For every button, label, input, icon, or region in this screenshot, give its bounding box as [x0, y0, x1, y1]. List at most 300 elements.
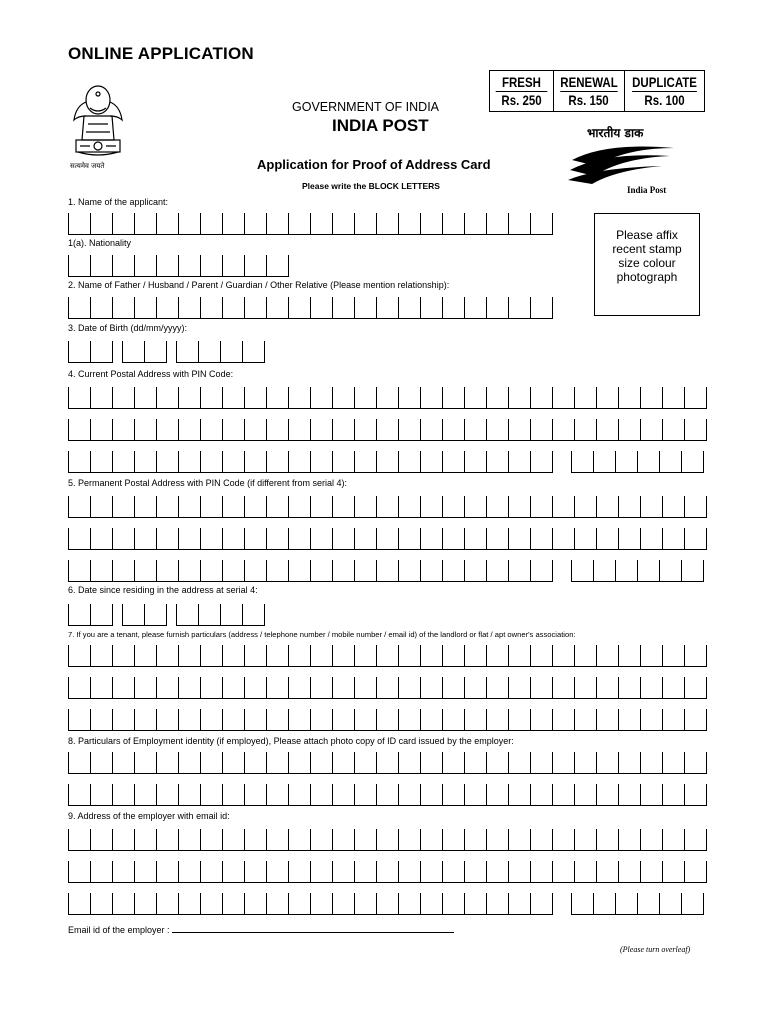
char-box-baseline	[68, 440, 707, 441]
char-box-divider	[156, 560, 157, 582]
char-box-divider	[166, 341, 167, 363]
char-box-divider	[112, 255, 113, 277]
fee-label: RENEWAL	[560, 73, 618, 90]
char-box-divider	[464, 213, 465, 235]
char-box-divider	[640, 829, 641, 851]
char-box-divider	[398, 829, 399, 851]
char-box-divider	[178, 677, 179, 699]
char-box-divider	[571, 893, 572, 915]
employer-address-line-3-part-1[interactable]	[68, 893, 552, 915]
char-box-divider	[310, 213, 311, 235]
char-box-divider	[354, 528, 355, 550]
char-box-divider	[684, 829, 685, 851]
char-box-divider	[662, 496, 663, 518]
char-box-divider	[156, 645, 157, 667]
char-box-divider	[442, 709, 443, 731]
char-box-divider	[376, 677, 377, 699]
char-box-divider	[288, 861, 289, 883]
fee-label: FRESH	[496, 74, 548, 92]
char-box-divider	[222, 709, 223, 731]
label-employer-address: 9. Address of the employer with email id:	[68, 811, 230, 821]
char-box-divider	[244, 752, 245, 774]
char-box-divider	[442, 893, 443, 915]
char-box-divider	[156, 451, 157, 473]
char-box-divider	[420, 451, 421, 473]
char-box-divider	[68, 752, 69, 774]
char-box-divider	[310, 297, 311, 319]
char-box-divider	[156, 387, 157, 409]
char-box-divider	[464, 496, 465, 518]
char-box-divider	[376, 829, 377, 851]
char-box-divider	[486, 861, 487, 883]
char-box-divider	[266, 752, 267, 774]
current-address-line-3-part-2[interactable]	[571, 451, 703, 473]
char-box-divider	[288, 213, 289, 235]
char-box-divider	[90, 419, 91, 441]
residing-since-boxes-part-2[interactable]	[122, 604, 166, 626]
char-box-divider	[596, 419, 597, 441]
char-box-divider	[222, 419, 223, 441]
char-box-divider	[706, 784, 707, 806]
char-box-divider	[288, 255, 289, 277]
char-box-divider	[332, 645, 333, 667]
char-box-divider	[266, 893, 267, 915]
char-box-divider	[178, 528, 179, 550]
char-box-divider	[706, 677, 707, 699]
char-box-divider	[332, 829, 333, 851]
char-box-divider	[508, 861, 509, 883]
char-box-divider	[178, 496, 179, 518]
char-box-divider	[703, 451, 704, 473]
char-box-divider	[112, 451, 113, 473]
applicant-name-boxes[interactable]	[68, 213, 552, 235]
char-box-divider	[200, 752, 201, 774]
char-box-divider	[596, 752, 597, 774]
employer-address-line-1[interactable]	[68, 829, 706, 851]
char-box-divider	[134, 451, 135, 473]
char-box-divider	[530, 297, 531, 319]
char-box-divider	[530, 677, 531, 699]
char-box-divider	[90, 255, 91, 277]
char-box-divider	[684, 419, 685, 441]
char-box-divider	[376, 560, 377, 582]
tenant-particulars-line-3[interactable]	[68, 709, 706, 731]
char-box-divider	[222, 387, 223, 409]
char-box-divider	[508, 451, 509, 473]
tenant-particulars-line-2[interactable]	[68, 677, 706, 699]
char-box-baseline	[68, 472, 553, 473]
char-box-divider	[178, 387, 179, 409]
char-box-divider	[640, 645, 641, 667]
char-box-divider	[310, 419, 311, 441]
char-box-divider	[508, 528, 509, 550]
char-box-divider	[684, 861, 685, 883]
char-box-divider	[442, 387, 443, 409]
char-box-baseline	[68, 882, 707, 883]
char-box-divider	[68, 645, 69, 667]
char-box-divider	[530, 709, 531, 731]
char-box-divider	[144, 341, 145, 363]
current-address-line-2[interactable]	[68, 419, 706, 441]
nationality-boxes[interactable]	[68, 255, 288, 277]
char-box-divider	[420, 861, 421, 883]
char-box-divider	[552, 451, 553, 473]
char-box-divider	[530, 387, 531, 409]
char-box-divider	[222, 297, 223, 319]
char-box-divider	[464, 893, 465, 915]
employment-identity-line-1[interactable]	[68, 752, 706, 774]
char-box-divider	[288, 451, 289, 473]
tenant-particulars-line-1[interactable]	[68, 645, 706, 667]
char-box-divider	[508, 709, 509, 731]
char-box-divider	[90, 861, 91, 883]
char-box-divider	[486, 784, 487, 806]
char-box-divider	[354, 829, 355, 851]
char-box-divider	[508, 645, 509, 667]
char-box-divider	[398, 496, 399, 518]
char-box-divider	[90, 829, 91, 851]
char-box-divider	[420, 213, 421, 235]
char-box-divider	[354, 387, 355, 409]
char-box-divider	[684, 784, 685, 806]
char-box-divider	[662, 419, 663, 441]
char-box-divider	[593, 560, 594, 582]
char-box-divider	[68, 677, 69, 699]
char-box-divider	[222, 451, 223, 473]
char-box-divider	[310, 677, 311, 699]
char-box-divider	[618, 861, 619, 883]
char-box-baseline	[68, 234, 553, 235]
char-box-divider	[354, 677, 355, 699]
char-box-divider	[200, 829, 201, 851]
char-box-divider	[593, 893, 594, 915]
char-box-divider	[398, 677, 399, 699]
char-box-divider	[134, 560, 135, 582]
char-box-divider	[200, 213, 201, 235]
char-box-divider	[112, 560, 113, 582]
char-box-divider	[156, 255, 157, 277]
char-box-divider	[200, 387, 201, 409]
char-box-divider	[134, 829, 135, 851]
char-box-divider	[376, 893, 377, 915]
char-box-divider	[662, 528, 663, 550]
char-box-divider	[508, 213, 509, 235]
char-box-divider	[288, 709, 289, 731]
char-box-divider	[376, 709, 377, 731]
char-box-divider	[112, 784, 113, 806]
char-box-divider	[266, 255, 267, 277]
char-box-divider	[134, 528, 135, 550]
char-box-divider	[552, 297, 553, 319]
char-box-divider	[244, 496, 245, 518]
char-box-divider	[618, 387, 619, 409]
char-box-divider	[552, 829, 553, 851]
char-box-divider	[112, 496, 113, 518]
char-box-divider	[90, 341, 91, 363]
char-box-divider	[574, 752, 575, 774]
employer-email-label: Email id of the employer :	[68, 925, 170, 935]
char-box-divider	[398, 645, 399, 667]
char-box-divider	[420, 784, 421, 806]
char-box-divider	[354, 784, 355, 806]
char-box-divider	[618, 784, 619, 806]
char-box-divider	[266, 677, 267, 699]
char-box-divider	[640, 752, 641, 774]
label-relative-name: 2. Name of Father / Husband / Parent / Guardian / Other Relative (Please mention relationship):	[68, 280, 450, 290]
char-box-divider	[134, 213, 135, 235]
fee-duplicate	[625, 71, 704, 111]
current-address-line-3-part-1[interactable]	[68, 451, 552, 473]
char-box-divider	[68, 255, 69, 277]
char-box-divider	[684, 496, 685, 518]
char-box-divider	[156, 829, 157, 851]
residing-since-boxes-part-3[interactable]	[176, 604, 264, 626]
label-permanent-address: 5. Permanent Postal Address with PIN Code (if different from serial 4):	[68, 478, 347, 488]
char-box-divider	[288, 496, 289, 518]
char-box-divider	[354, 893, 355, 915]
char-box-divider	[222, 255, 223, 277]
dob-boxes-part-1[interactable]	[68, 341, 112, 363]
char-box-divider	[530, 752, 531, 774]
char-box-divider	[420, 297, 421, 319]
employer-email-row	[68, 924, 454, 935]
char-box-divider	[552, 496, 553, 518]
photo-box[interactable]	[594, 213, 700, 316]
dob-boxes-part-3[interactable]	[176, 341, 264, 363]
char-box-divider	[571, 451, 572, 473]
char-box-divider	[486, 213, 487, 235]
char-box-divider	[178, 784, 179, 806]
char-box-divider	[574, 387, 575, 409]
char-box-divider	[244, 677, 245, 699]
char-box-divider	[134, 387, 135, 409]
char-box-divider	[90, 213, 91, 235]
char-box-divider	[354, 861, 355, 883]
char-box-divider	[640, 528, 641, 550]
char-box-divider	[178, 709, 179, 731]
char-box-divider	[530, 528, 531, 550]
char-box-divider	[354, 419, 355, 441]
char-box-divider	[442, 677, 443, 699]
char-box-divider	[552, 560, 553, 582]
char-box-divider	[200, 560, 201, 582]
char-box-divider	[134, 677, 135, 699]
residing-since-boxes-part-1[interactable]	[68, 604, 112, 626]
char-box-divider	[68, 893, 69, 915]
char-box-divider	[68, 709, 69, 731]
char-box-baseline	[68, 318, 553, 319]
char-box-divider	[332, 213, 333, 235]
char-box-divider	[156, 213, 157, 235]
char-box-baseline	[176, 625, 265, 626]
char-box-divider	[659, 451, 660, 473]
char-box-divider	[244, 387, 245, 409]
char-box-divider	[662, 829, 663, 851]
char-box-divider	[222, 784, 223, 806]
char-box-divider	[288, 528, 289, 550]
char-box-divider	[508, 893, 509, 915]
char-box-baseline	[68, 914, 553, 915]
char-box-divider	[420, 893, 421, 915]
char-box-divider	[288, 829, 289, 851]
char-box-divider	[376, 213, 377, 235]
char-box-divider	[486, 752, 487, 774]
employment-identity-line-2[interactable]	[68, 784, 706, 806]
char-box-divider	[156, 528, 157, 550]
char-box-divider	[332, 677, 333, 699]
turn-overleaf-note: (Please turn overleaf)	[620, 945, 691, 954]
char-box-divider	[310, 560, 311, 582]
char-box-divider	[112, 604, 113, 626]
employer-address-line-2[interactable]	[68, 861, 706, 883]
application-title: Application for Proof of Address Card	[257, 157, 491, 172]
char-box-divider	[288, 297, 289, 319]
char-box-divider	[486, 893, 487, 915]
char-box-divider	[288, 387, 289, 409]
char-box-divider	[574, 528, 575, 550]
block-letters-instruction: Please write the BLOCK LETTERS	[302, 181, 440, 191]
char-box-divider	[593, 451, 594, 473]
char-box-divider	[112, 752, 113, 774]
char-box-divider	[684, 387, 685, 409]
char-box-divider	[90, 496, 91, 518]
char-box-divider	[574, 784, 575, 806]
char-box-divider	[266, 451, 267, 473]
char-box-divider	[266, 645, 267, 667]
char-box-divider	[486, 677, 487, 699]
char-box-divider	[706, 387, 707, 409]
char-box-divider	[354, 297, 355, 319]
char-box-divider	[122, 341, 123, 363]
char-box-baseline	[68, 362, 113, 363]
char-box-divider	[398, 709, 399, 731]
char-box-divider	[354, 560, 355, 582]
dob-boxes-part-2[interactable]	[122, 341, 166, 363]
char-box-divider	[354, 752, 355, 774]
char-box-divider	[464, 829, 465, 851]
char-box-divider	[508, 677, 509, 699]
char-box-divider	[68, 528, 69, 550]
permanent-address-line-2[interactable]	[68, 528, 706, 550]
char-box-divider	[662, 645, 663, 667]
char-box-divider	[310, 861, 311, 883]
char-box-divider	[596, 677, 597, 699]
char-box-divider	[530, 451, 531, 473]
char-box-divider	[90, 387, 91, 409]
char-box-divider	[398, 451, 399, 473]
char-box-divider	[552, 387, 553, 409]
char-box-divider	[596, 784, 597, 806]
char-box-divider	[332, 784, 333, 806]
char-box-divider	[640, 387, 641, 409]
char-box-divider	[376, 451, 377, 473]
char-box-baseline	[122, 362, 167, 363]
label-nationality: 1(a). Nationality	[68, 238, 132, 248]
india-post-english: India Post	[627, 185, 667, 195]
char-box-divider	[90, 784, 91, 806]
char-box-divider	[552, 893, 553, 915]
permanent-address-line-1[interactable]	[68, 496, 706, 518]
char-box-divider	[420, 677, 421, 699]
char-box-divider	[640, 677, 641, 699]
char-box-divider	[552, 677, 553, 699]
char-box-divider	[442, 861, 443, 883]
char-box-divider	[464, 784, 465, 806]
char-box-divider	[112, 419, 113, 441]
char-box-divider	[530, 829, 531, 851]
char-box-divider	[618, 677, 619, 699]
char-box-divider	[266, 709, 267, 731]
current-address-line-1[interactable]	[68, 387, 706, 409]
char-box-divider	[222, 861, 223, 883]
char-box-divider	[662, 709, 663, 731]
char-box-divider	[574, 419, 575, 441]
char-box-divider	[486, 645, 487, 667]
char-box-divider	[464, 645, 465, 667]
char-box-divider	[156, 419, 157, 441]
permanent-address-line-3-part-2[interactable]	[571, 560, 703, 582]
char-box-divider	[442, 752, 443, 774]
employer-email-input[interactable]	[172, 924, 454, 933]
char-box-divider	[552, 645, 553, 667]
char-box-divider	[90, 677, 91, 699]
char-box-divider	[266, 297, 267, 319]
char-box-divider	[354, 213, 355, 235]
char-box-divider	[442, 829, 443, 851]
char-box-divider	[706, 645, 707, 667]
char-box-divider	[244, 709, 245, 731]
char-box-divider	[134, 255, 135, 277]
char-box-divider	[420, 709, 421, 731]
char-box-divider	[615, 451, 616, 473]
char-box-divider	[530, 893, 531, 915]
char-box-divider	[68, 297, 69, 319]
char-box-baseline	[68, 805, 707, 806]
permanent-address-line-3-part-1[interactable]	[68, 560, 552, 582]
char-box-divider	[442, 560, 443, 582]
fee-amount: Rs. 100	[644, 91, 685, 108]
char-box-divider	[530, 861, 531, 883]
india-post-logo	[566, 140, 676, 191]
char-box-divider	[398, 784, 399, 806]
employer-address-line-3-part-2[interactable]	[571, 893, 703, 915]
char-box-divider	[376, 784, 377, 806]
department-label: INDIA POST	[332, 116, 429, 135]
char-box-divider	[242, 341, 243, 363]
char-box-divider	[244, 893, 245, 915]
relative-name-boxes[interactable]	[68, 297, 552, 319]
char-box-divider	[200, 893, 201, 915]
char-box-divider	[68, 829, 69, 851]
char-box-divider	[144, 604, 145, 626]
char-box-baseline	[68, 549, 707, 550]
char-box-divider	[222, 560, 223, 582]
char-box-divider	[332, 709, 333, 731]
char-box-divider	[156, 709, 157, 731]
char-box-divider	[376, 419, 377, 441]
char-box-divider	[222, 893, 223, 915]
char-box-divider	[244, 861, 245, 883]
char-box-divider	[244, 297, 245, 319]
char-box-divider	[222, 677, 223, 699]
char-box-divider	[464, 451, 465, 473]
char-box-divider	[266, 496, 267, 518]
char-box-divider	[68, 387, 69, 409]
char-box-divider	[574, 829, 575, 851]
char-box-divider	[178, 255, 179, 277]
char-box-divider	[178, 861, 179, 883]
char-box-divider	[200, 528, 201, 550]
